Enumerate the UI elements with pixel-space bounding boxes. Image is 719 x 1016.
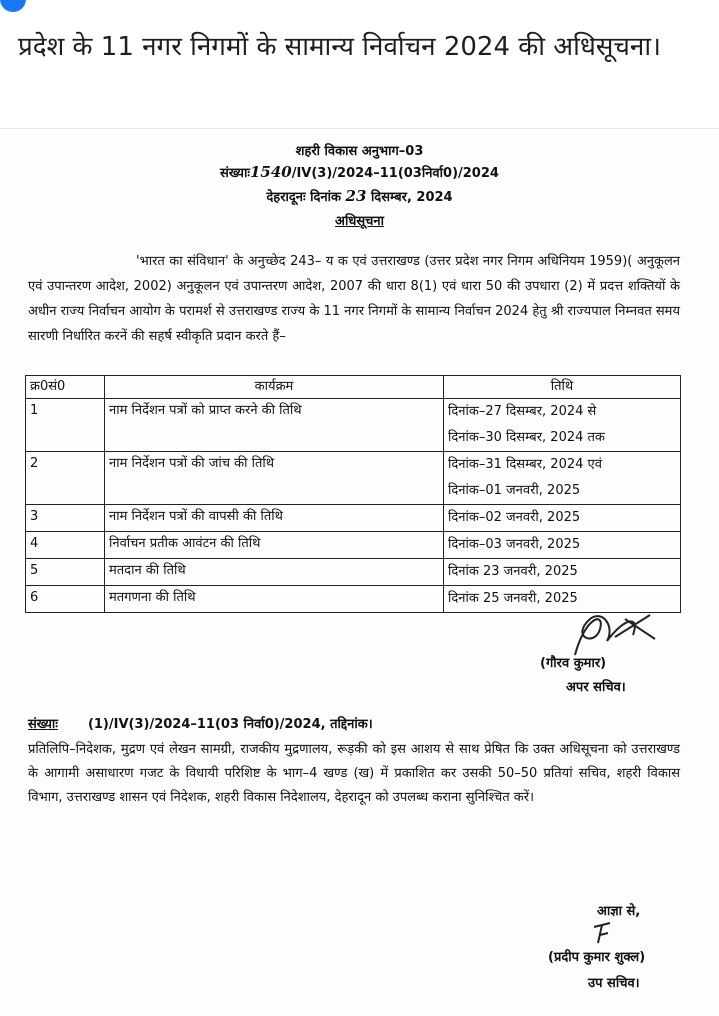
- dateline: देहरादूनः दिनांक 23 दिसम्बर, 2024: [266, 187, 453, 205]
- row-activity: निर्वाचन प्रतीक आवंटन की तिथि: [105, 532, 444, 559]
- row-date-line: दिनांक–31 दिसम्बर, 2024 एवं: [448, 457, 602, 472]
- row-date: [444, 505, 681, 532]
- notification-paragraph: 'भारत का संविधान' के अनुच्छेद 243– य क एवं उत्तराखण्ड (उत्तर प्रदेश नगर निगम अधिनियम 1959)( अनुकूलन एवं उपान्तरण आदेश, 2002) अनुकूलन एवं उपान्तरण आदेश, 2007 की धारा 8(1) एवं धारा 50 की उपधारा (2) में प्रदत्त शक्तियों के अधीन राज्य निर्वाचन आयोग के परामर्श से उत्तराखण्ड राज्य के 11 नगर निगमों के सामान्य निर्वाचन 2024 हेतु श्री राज्यपाल निम्नवत समय सारणी निर्धारित करनें की सहर्ष स्वीकृति प्रदान करते हैं–: [28, 254, 680, 344]
- row-serial: 2: [26, 452, 105, 505]
- table-row: [26, 559, 681, 586]
- copy-reference: संख्याः (1)/IV(3)/2024–11(03 निर्वा0)/2024, तद्दिनांक।: [28, 717, 373, 732]
- officer-signature: [555, 607, 695, 659]
- row-activity: नाम निर्देशन पत्रों की वापसी की तिथि: [105, 505, 444, 532]
- row-activity: नाम निर्देशन पत्रों की जांच की तिथि: [105, 452, 444, 505]
- row-date-line: दिनांक–30 दिसम्बर, 2024 तक: [448, 430, 605, 445]
- signatory1-name: (गौरव कुमार): [540, 656, 607, 671]
- table-row: [26, 452, 681, 505]
- header-serial: क्र0सं0: [26, 376, 105, 399]
- table-row: [26, 505, 681, 532]
- row-serial: 6: [26, 586, 105, 613]
- row-activity: मतदान की तिथि: [105, 559, 444, 586]
- signatory2-designation: उप सचिव।: [588, 976, 640, 991]
- row-activity: मतगणना की तिथि: [105, 586, 444, 613]
- table-header-row: [26, 376, 681, 399]
- notification-heading: अधिसूचना: [335, 214, 384, 229]
- row-date: [444, 399, 681, 452]
- row-serial: 3: [26, 505, 105, 532]
- row-date-line: दिनांक 23 जनवरी, 2025: [448, 564, 578, 579]
- table-row: [26, 532, 681, 559]
- row-date-line: दिनांक–01 जनवरी, 2025: [448, 483, 581, 498]
- row-date-line: दिनांक–27 दिसम्बर, 2024 से: [448, 404, 597, 419]
- handwritten-day: 23: [345, 187, 367, 205]
- row-date: [444, 532, 681, 559]
- facebook-avatar-dot: [0, 0, 26, 12]
- handwritten-number: 1540: [249, 163, 292, 181]
- row-date: [444, 452, 681, 505]
- closing-by-order: आज्ञा से,: [597, 904, 641, 919]
- department-header: शहरी विकास अनुभाग–03: [295, 144, 424, 159]
- notification-document[interactable]: [0, 129, 719, 1016]
- election-schedule-table: [25, 375, 681, 613]
- row-date-line: दिनांक 25 जनवरी, 2025: [448, 591, 578, 606]
- row-serial: 1: [26, 399, 105, 452]
- row-date: [444, 559, 681, 586]
- post-caption: प्रदेश के 11 नगर निगमों के सामान्य निर्वाचन 2024 की अधिसूचना।: [18, 32, 661, 62]
- reference-number: संख्याः1540/IV(3)/2024–11(03निर्वा0)/2024: [220, 163, 499, 181]
- copy-distribution-text: प्रतिलिपि–निदेशक, मुद्रण एवं लेखन सामग्री, राजकीय मुद्रणालय, रूड़की को इस आशय से साथ प्रेषित कि उक्त अधिसूचना को उत्तराखण्ड के आगामी असाधारण गजट के विधायी परिशिष्ट के भाग–4 खण्ड (ख) में प्रकाशित कर उसकी 50–50 प्रतियां सचिव, शहरी विकास विभाग, उत्तराखण्ड शासन एवं निदेशक, शहरी विकास निदेशालय, देहरादून को उपलब्ध कराना सुनिश्चित करें।: [28, 742, 680, 805]
- row-serial: 4: [26, 532, 105, 559]
- header-date: तिथि: [444, 376, 681, 399]
- row-date-line: दिनांक–03 जनवरी, 2025: [448, 537, 581, 552]
- deputy-signature: [588, 919, 618, 945]
- row-date-line: दिनांक–02 जनवरी, 2025: [448, 510, 581, 525]
- signatory2-name: (प्रदीप कुमार शुक्ल): [548, 950, 646, 965]
- table-row: [26, 399, 681, 452]
- signatory1-designation: अपर सचिव।: [566, 680, 626, 695]
- row-activity: नाम निर्देशन पत्रों को प्राप्त करने की तिथि: [105, 399, 444, 452]
- header-activity: कार्यक्रम: [105, 376, 444, 399]
- row-serial: 5: [26, 559, 105, 586]
